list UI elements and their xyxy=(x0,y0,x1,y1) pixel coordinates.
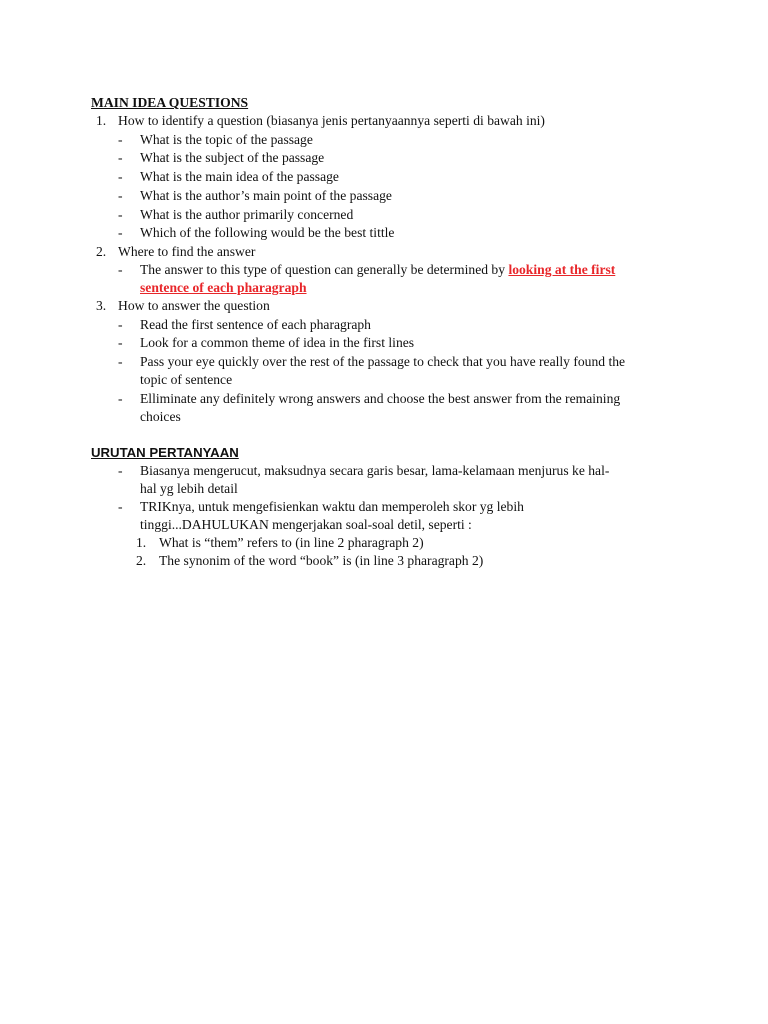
dash: - xyxy=(118,188,123,203)
bullet-text: Biasanya mengerucut, maksudnya secara garis besar, lama-kelamaan menjurus ke hal- xyxy=(140,463,610,478)
section-title: Where to find the answer xyxy=(118,244,256,259)
sub-number: 1. xyxy=(136,535,147,550)
bullet-text: TRIKnya, untuk mengefisienkan waktu dan memperoleh skor yg lebih xyxy=(140,499,524,514)
bullet-text: Pass your eye quickly over the rest of the passage to check that you have really found the xyxy=(140,354,626,369)
bullet-text: tinggi...DAHULUKAN mengerjakan soal-soal detil, seperti : xyxy=(140,517,472,532)
section-title: How to answer the question xyxy=(118,298,270,313)
dash: - xyxy=(118,262,123,277)
sub-number: 2. xyxy=(136,553,147,568)
dash: - xyxy=(118,463,123,478)
dash: - xyxy=(118,354,123,369)
dash: - xyxy=(118,225,123,240)
bullet-text: hal yg lebih detail xyxy=(140,481,238,496)
bullet-text: Look for a common theme of idea in the first lines xyxy=(140,335,415,350)
dash: - xyxy=(118,391,123,406)
dash: - xyxy=(118,499,123,514)
bullet-text: Which of the following would be the best tittle xyxy=(140,225,395,240)
highlighted-answer-text: sentence of each pharagraph xyxy=(140,280,307,295)
section-number: 3. xyxy=(96,298,107,313)
bullet-text: Elliminate any definitely wrong answers and choose the best answer from the remaining xyxy=(140,391,621,406)
dash: - xyxy=(118,169,123,184)
bullet-text: choices xyxy=(140,409,181,424)
bullet-text: topic of sentence xyxy=(140,372,233,387)
dash: - xyxy=(118,335,123,350)
dash: - xyxy=(118,132,123,147)
section-number: 1. xyxy=(96,113,107,128)
dash: - xyxy=(118,317,123,332)
section-number: 2. xyxy=(96,244,107,259)
bullet-text: Read the first sentence of each pharagraph xyxy=(140,317,371,332)
sub-item-text: The synonim of the word “book” is (in line 3 pharagraph 2) xyxy=(159,553,484,568)
bullet-text: What is the author primarily concerned xyxy=(140,207,354,222)
bullet-text xyxy=(140,261,615,279)
bullet-text: What is the author’s main point of the passage xyxy=(140,188,392,203)
main-heading: MAIN IDEA QUESTIONS xyxy=(91,95,249,110)
bullet-text: What is the subject of the passage xyxy=(140,150,325,165)
dash: - xyxy=(118,150,123,165)
sub-item-text: What is “them” refers to (in line 2 pharagraph 2) xyxy=(159,535,424,550)
section-title: How to identify a question (biasanya jenis pertanyaannya seperti di bawah ini) xyxy=(118,113,545,128)
dash: - xyxy=(118,207,123,222)
answer-text: The answer to this type of question can generally be determined by xyxy=(140,262,509,277)
urutan-heading: URUTAN PERTANYAAN xyxy=(91,445,239,460)
highlighted-answer-text: looking at the first xyxy=(508,262,616,277)
bullet-text: What is the main idea of the passage xyxy=(140,169,339,184)
bullet-text: What is the topic of the passage xyxy=(140,132,313,147)
